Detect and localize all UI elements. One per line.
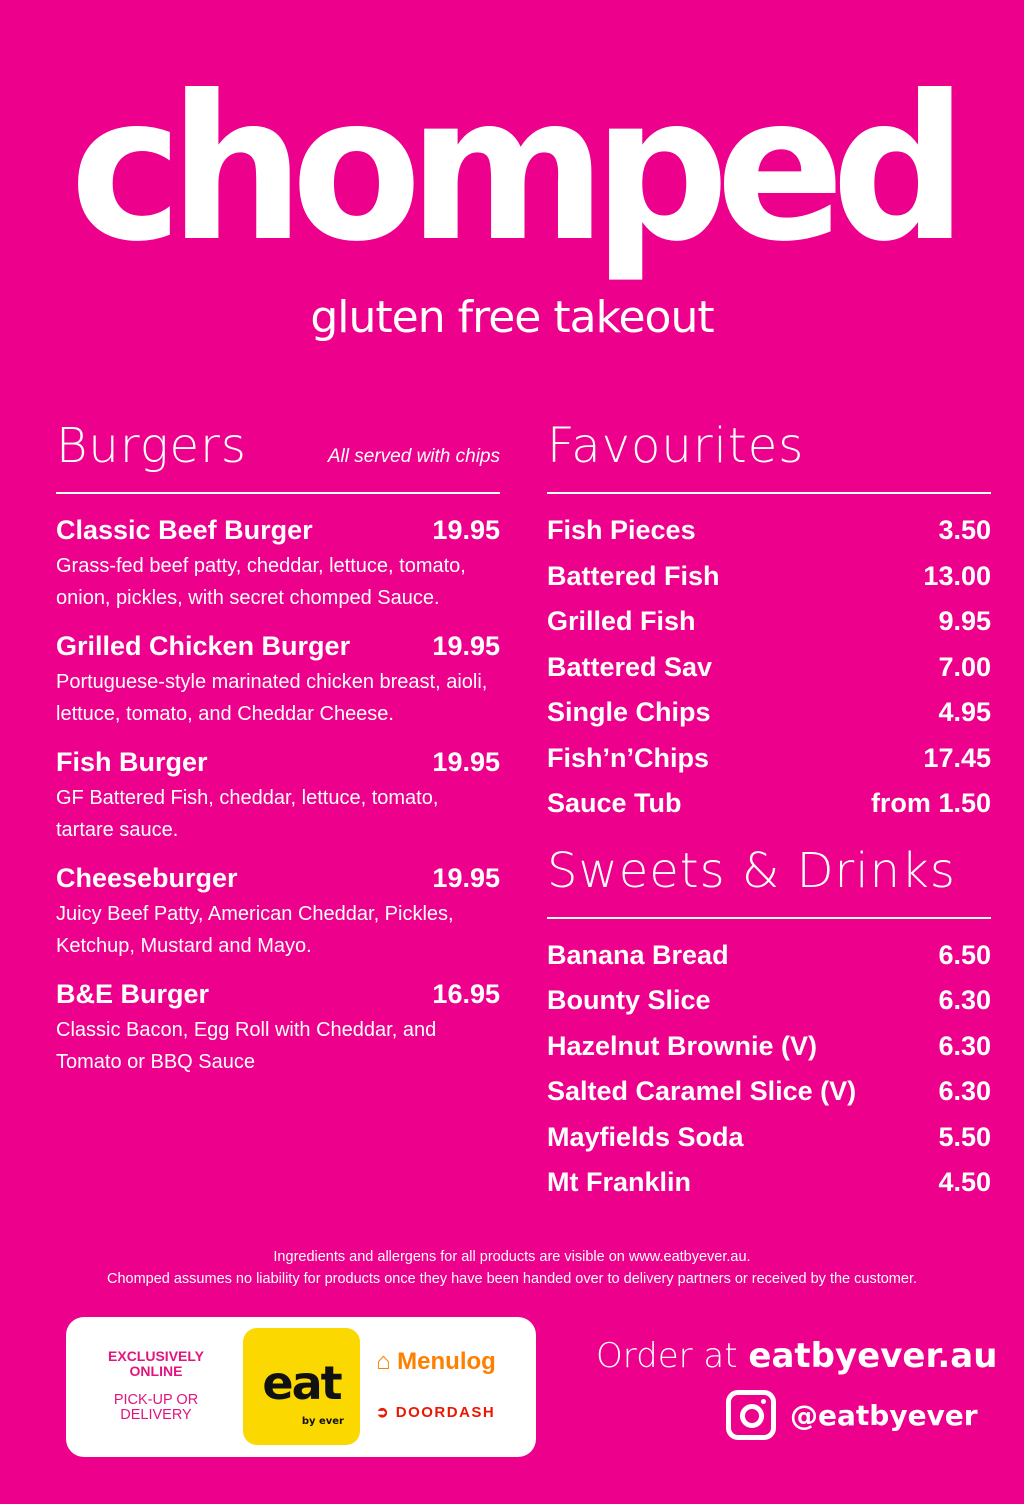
menu-item (547, 937, 991, 983)
eat-logo-text: eat (262, 1356, 341, 1410)
menu-item (56, 512, 500, 548)
item-name: Battered Sav (547, 651, 713, 682)
burger-list (56, 512, 500, 1078)
liability-notice: Chomped assumes no liability for products once they have been handed over to delivery partners or received by the customer. (106, 1271, 918, 1287)
item-name: Bounty Slice (547, 985, 711, 1015)
menu-item (56, 628, 500, 664)
eat-logo (243, 1328, 360, 1445)
item-name: Grilled Fish (547, 606, 696, 636)
chomped-logo: chomped (69, 53, 955, 286)
item-price: 16.95 (432, 979, 500, 1009)
menu-item (547, 1119, 991, 1165)
section-title: Favourites (547, 418, 805, 474)
instagram-icon (726, 1390, 776, 1440)
menu-item (547, 1028, 991, 1074)
menu-item (547, 603, 991, 649)
item-name: Classic Beef Burger (56, 515, 313, 545)
menu-item (547, 558, 991, 604)
item-name: Salted Caramel Slice (V) (547, 1076, 857, 1106)
item-price: 17.45 (923, 742, 991, 773)
sweets-list (547, 937, 991, 1210)
order-site: eatbyever.au (748, 1336, 998, 1376)
item-price: 9.95 (938, 606, 991, 636)
exclusively-online: EXCLUSIVELY ONLINE (108, 1348, 204, 1379)
order-at (596, 1336, 997, 1376)
item-price: 19.95 (432, 515, 500, 545)
notice (0, 1246, 1024, 1290)
item-description: Grass-fed beef patty, cheddar, lettuce, tomato, onion, pickles, with secret chomped Sauce. (56, 555, 466, 609)
item-name: Hazelnut Brownie (V) (547, 1030, 818, 1061)
item-name: Banana Bread (547, 939, 729, 970)
item-price: 19.95 (432, 863, 500, 893)
item-price: 7.00 (938, 651, 991, 682)
tagline: gluten free takeout (310, 292, 714, 343)
item-price: 19.95 (432, 747, 500, 777)
exclusive-text (96, 1349, 216, 1423)
menu-item (547, 694, 991, 740)
instagram (726, 1390, 978, 1440)
item-price: 3.50 (938, 515, 991, 545)
menu-item (547, 1073, 991, 1119)
item-description: Classic Bacon, Egg Roll with Cheddar, and Tomato or BBQ Sauce (56, 1019, 437, 1073)
favourites-list (547, 512, 991, 831)
instagram-handle: @eatbyever (790, 1398, 978, 1432)
menu-item (547, 740, 991, 786)
item-price: 5.50 (938, 1121, 991, 1152)
menulog-text: Menulog (397, 1348, 496, 1375)
item-name: Sauce Tub (547, 788, 682, 818)
item-name: Mayfields Soda (547, 1121, 744, 1152)
item-price: 6.30 (938, 1030, 991, 1061)
item-name: Battered Fish (547, 560, 720, 591)
item-name: Fish’n’Chips (547, 742, 709, 773)
eat-logo-sub: by ever (301, 1416, 344, 1427)
menu-item (547, 512, 991, 558)
item-price: 4.95 (938, 697, 991, 727)
pickup-or-delivery: PICK-UP OR DELIVERY (113, 1392, 199, 1423)
doordash-logo (376, 1403, 495, 1423)
order-prefix: Order at (596, 1336, 749, 1376)
item-price: 6.30 (938, 985, 991, 1015)
menu-item (56, 860, 500, 896)
section-title: Sweets & Drinks (547, 842, 956, 899)
item-name: Mt Franklin (547, 1167, 692, 1197)
section-note: All served with chips (327, 446, 500, 467)
item-description: Juicy Beef Patty, American Cheddar, Pickles, Ketchup, Mustard and Mayo. (56, 903, 454, 957)
item-description: Portuguese-style marinated chicken breast, aioli, lettuce, tomato, and Cheddar Cheese. (56, 671, 488, 725)
menu-item (56, 976, 500, 1012)
menu-item (547, 1164, 991, 1210)
menu-item (547, 982, 991, 1028)
menu-item (547, 785, 991, 831)
favourites-section (547, 418, 991, 1210)
item-name: B&E Burger (56, 979, 210, 1009)
menu-item (547, 649, 991, 695)
section-title: Burgers (56, 418, 247, 474)
item-price: 4.50 (938, 1167, 991, 1197)
item-name: Fish Burger (56, 747, 208, 777)
allergen-notice: Ingredients and allergens for all products are visible on www.eatbyever.au. (273, 1249, 751, 1265)
item-description: GF Battered Fish, cheddar, lettuce, tomato, tartare sauce. (56, 787, 439, 841)
item-price: 19.95 (432, 631, 500, 661)
item-name: Grilled Chicken Burger (56, 631, 351, 661)
item-price: 6.50 (938, 939, 991, 970)
item-price: 6.30 (938, 1076, 991, 1106)
item-name: Fish Pieces (547, 515, 696, 545)
doordash-icon: ➲ (376, 1404, 396, 1421)
item-name: Single Chips (547, 697, 711, 727)
menulog-house-icon: ⌂ (376, 1348, 398, 1375)
item-price: 13.00 (923, 560, 991, 591)
burgers-section (56, 418, 500, 1092)
doordash-text: DOORDASH (395, 1404, 496, 1421)
item-name: Cheeseburger (56, 863, 238, 893)
menu-item (56, 744, 500, 780)
menulog-logo (376, 1347, 496, 1377)
delivery-badge (66, 1317, 536, 1457)
item-price: from 1.50 (870, 788, 991, 818)
